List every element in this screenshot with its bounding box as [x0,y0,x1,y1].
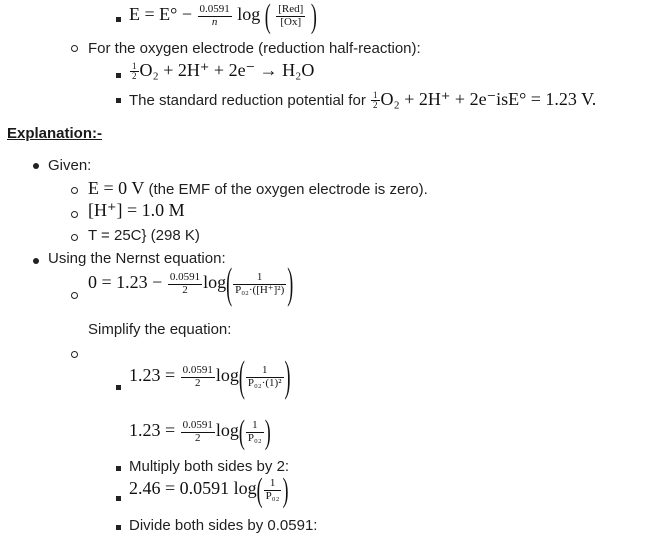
equation-2: 1.23 = $\frac{0.0591}{2}$ log( $\frac{1}{\text{P₀₂·(1)²}}$ ) [129,351,291,400]
ratio-fraction: $\frac{\text{[Red]}}{[Ox]}$ [278,3,304,28]
explanation-heading: Explanation:- [7,125,103,142]
bullet [71,292,78,299]
bullet [116,466,121,471]
bullet [116,73,121,78]
bullet [116,385,121,390]
temperature-line: T = 25C} (298 K) [88,227,200,244]
std-potential-line: The standard reduction potential for $\frac{1}{2}$ O₂ + 2H⁺ + 2e⁻isE° = 1.23 V. [129,89,597,111]
equation-3: 1.23 = $\frac{0.0591}{2}$ log( $\frac{1}{\text{P₀₂}}$ ) [129,412,271,451]
bullet [33,258,39,264]
bullet [71,351,78,358]
nernst-equation: E = E° − $\frac{0.0591}{n}$ log ( $\frac{\text{[Red]}}{[Ox]}$ ) [129,0,317,35]
h-concentration: [H⁺] = 1.0 M [88,200,185,220]
divide-line: Divide both sides by 0.0591: [129,517,318,534]
bullet [116,17,121,22]
bullet [33,163,39,169]
nernst-lhs: E = E° − [129,4,192,25]
emf-line: E = 0 V (the EMF of the oxygen electrode is zero). [88,178,428,198]
bullet [71,211,78,218]
oxygen-intro: For the oxygen electrode (reduction half-reaction): [88,40,421,57]
bullet [116,496,121,501]
multiply-line: Multiply both sides by 2: [129,458,290,475]
bullet [71,234,78,241]
equation-1: 0 = 1.23 − $\frac{0.0591}{2}$ log( $\frac{1}{\text{P₀₂·([H⁺]²)}}$ ) [88,258,294,307]
log-text: log [237,4,261,25]
bullet [71,187,78,194]
bullet [116,98,121,103]
given-label: Given: [48,157,92,174]
bullet [116,525,121,530]
using-nernst: Using the Nernst equation: [48,250,226,267]
coef-fraction: $\frac{0.0591}{n}$ [199,3,230,28]
equation-4: 2.46 = 0.0591 log( $\frac{1}{\text{P₀₂}}$ ) [129,470,289,509]
simplify-line: Simplify the equation: [88,321,232,338]
bullet [71,45,78,52]
half-reaction: $\frac{1}{2}$ O₂ + 2H⁺ + 2e⁻ → H₂O [132,60,315,82]
